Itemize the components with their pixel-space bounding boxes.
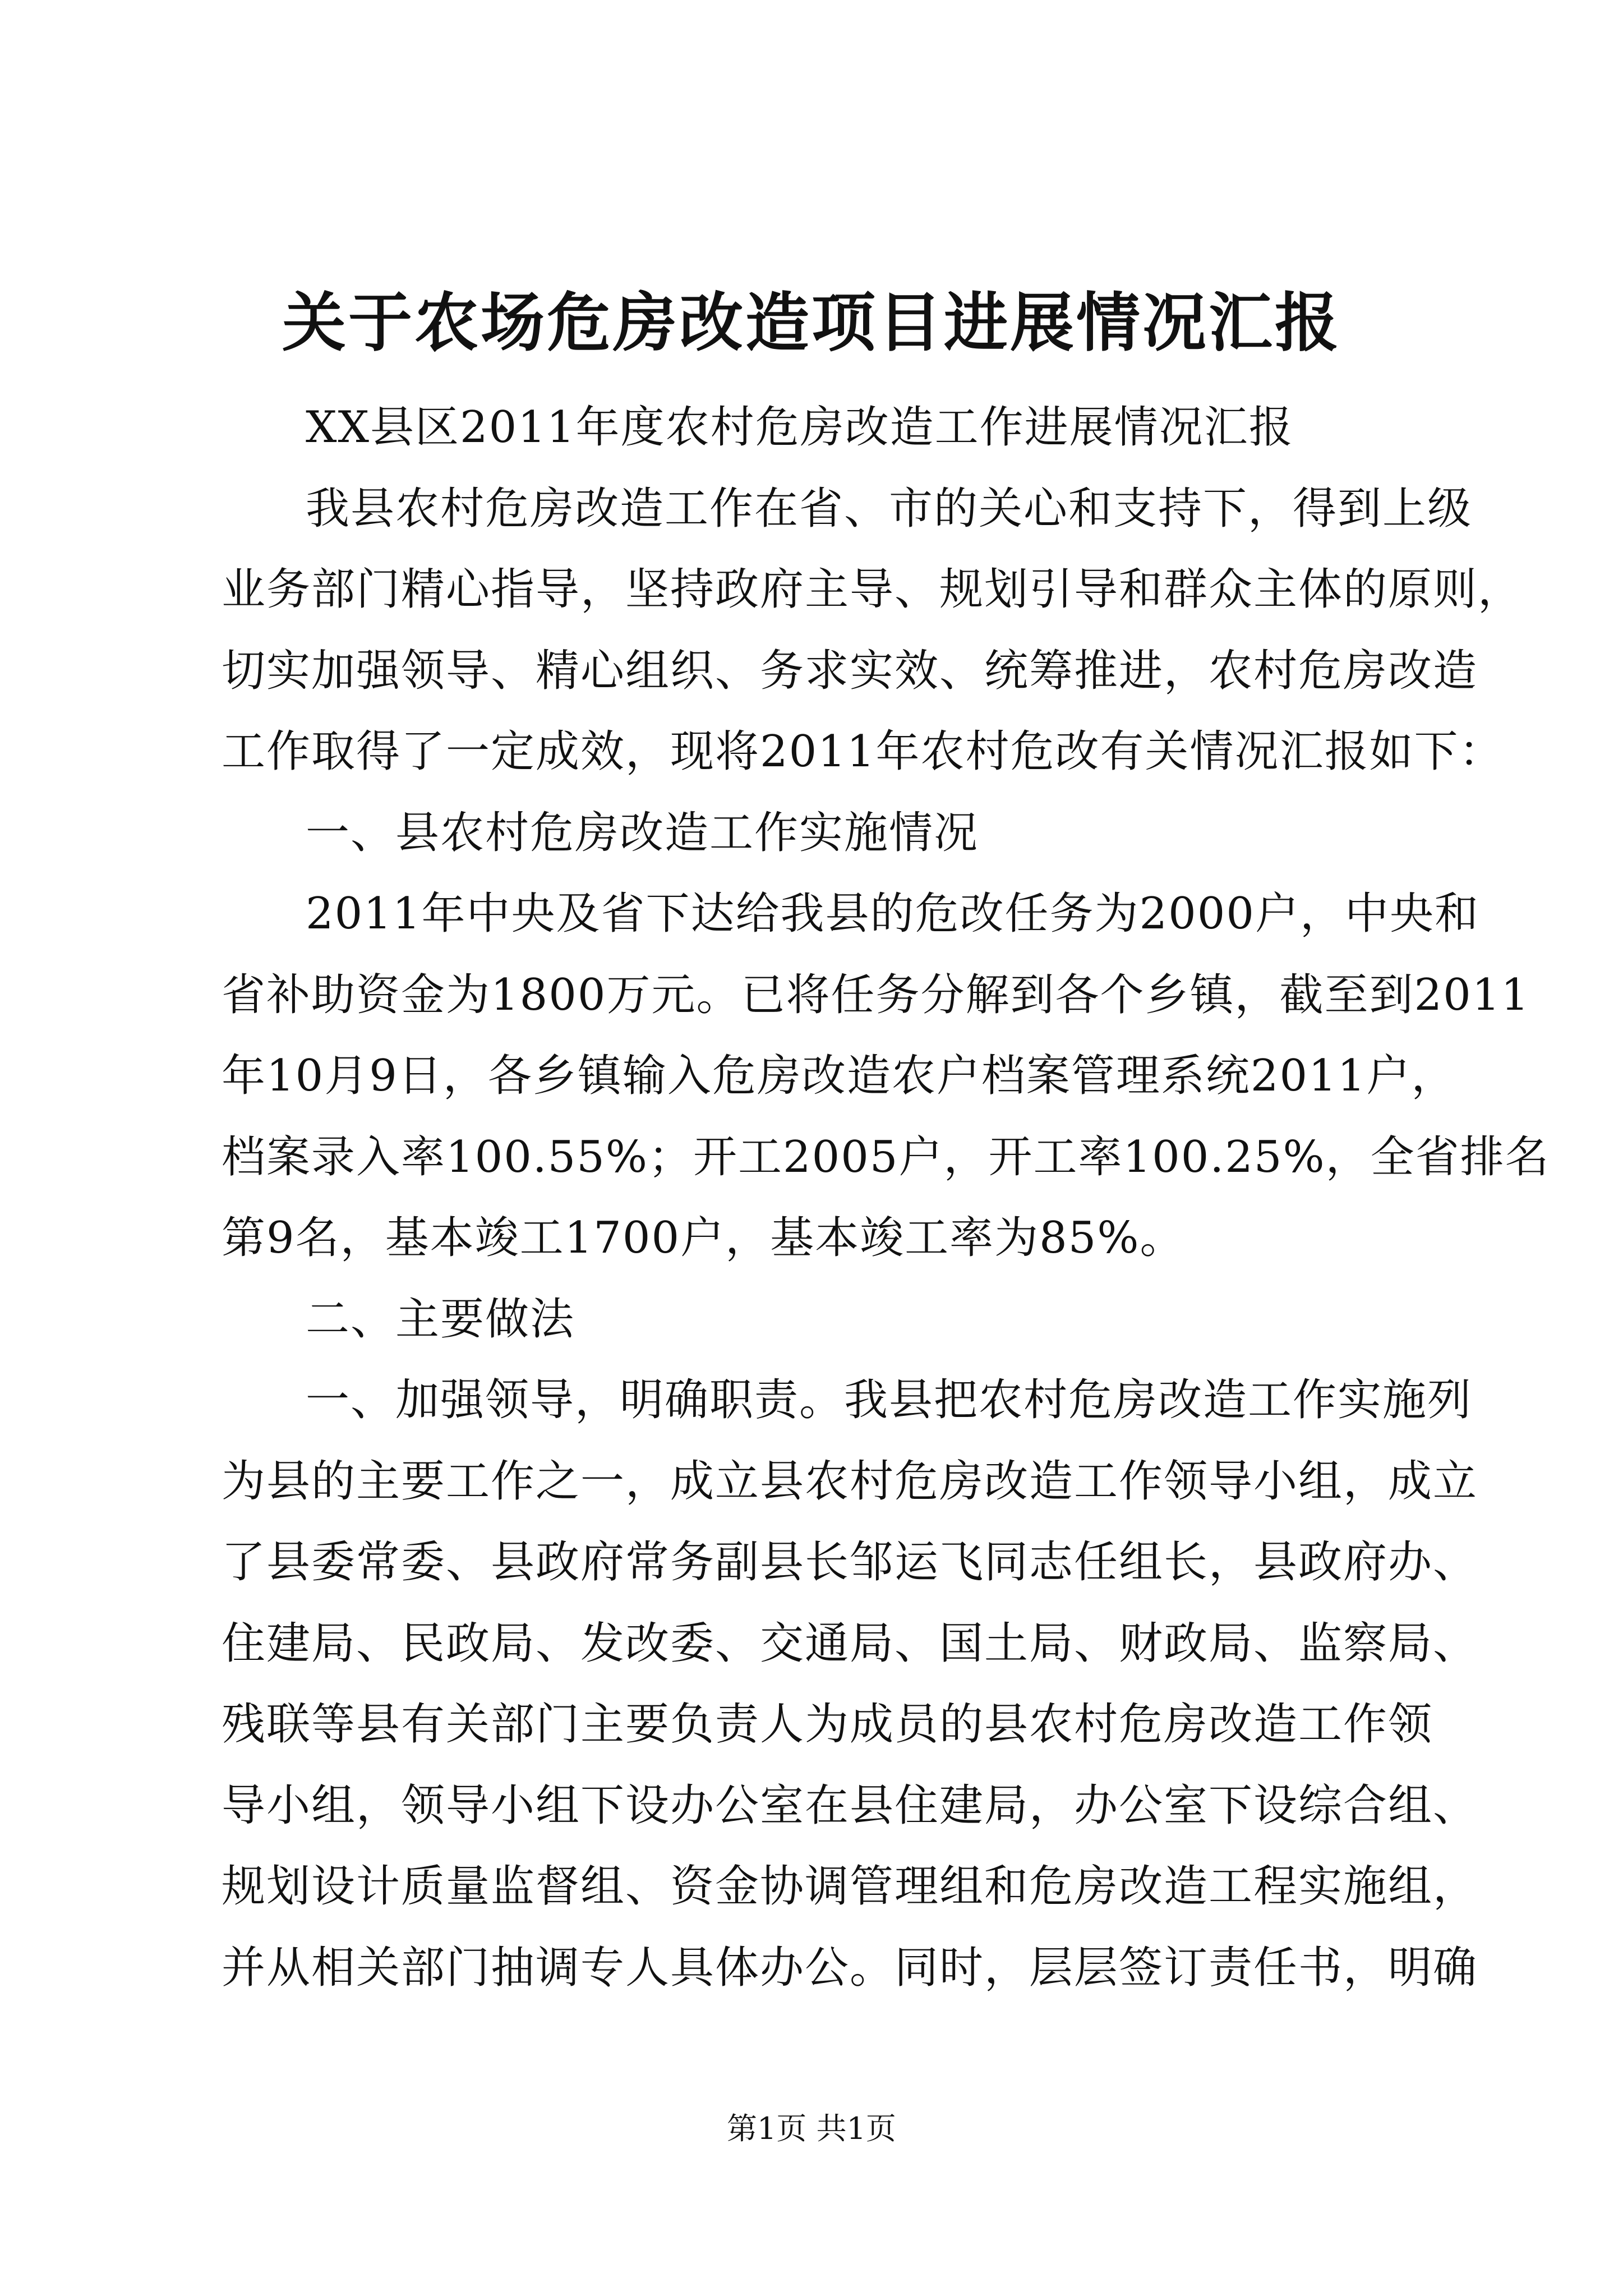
body-line: 档案录入率100.55%；开工2005户，开工率100.25%，全省排名 — [222, 1131, 1550, 1182]
body-line: 残联等县有关部门主要负责人为成员的县农村危房改造工作领 — [222, 1699, 1433, 1750]
page-footer: 第1页 共1页 — [727, 2111, 896, 2146]
body-line: 我县农村危房改造工作在省、市的关心和支持下，得到上级 — [306, 483, 1473, 534]
body-line: 二、主要做法 — [306, 1294, 575, 1345]
body-line: 为县的主要工作之一，成立县农村危房改造工作领导小组，成立 — [222, 1456, 1478, 1507]
body-line: 规划设计质量监督组、资金协调管理组和危房改造工程实施组， — [222, 1861, 1478, 1912]
body-line: 并从相关部门抽调专人具体办公。同时，层层签订责任书，明确 — [222, 1942, 1478, 1993]
body-line: 住建局、民政局、发改委、交通局、国土局、财政局、监察局、 — [222, 1618, 1478, 1669]
body-line: 了县委常委、县政府常务副县长邹运飞同志任组长，县政府办、 — [222, 1537, 1478, 1588]
document-body — [222, 387, 1550, 2008]
body-line: 一、加强领导，明确职责。我县把农村危房改造工作实施列 — [306, 1375, 1473, 1425]
body-line: 一、县农村危房改造工作实施情况 — [306, 807, 979, 858]
body-line: 业务部门精心指导，坚持政府主导、规划引导和群众主体的原则， — [222, 564, 1523, 615]
body-line: 年10月9日，各乡镇输入危房改造农户档案管理系统2011户， — [222, 1051, 1456, 1101]
body-line: 省补助资金为1800万元。已将任务分解到各个乡镇，截至到2011 — [222, 969, 1530, 1020]
body-line: 导小组，领导小组下设办公室在县住建局，办公室下设综合组、 — [222, 1780, 1478, 1831]
body-line: 第9名，基本竣工1700户，基本竣工率为85%。 — [222, 1213, 1185, 1263]
body-line: XX县区2011年度农村危房改造工作进展情况汇报 — [306, 402, 1294, 453]
body-line: 2011年中央及省下达给我县的危改任务为2000户，中央和 — [306, 889, 1480, 939]
body-line: 切实加强领导、精心组织、务求实效、统筹推进，农村危房改造 — [222, 645, 1478, 696]
body-line: 工作取得了一定成效，现将2011年农村危改有关情况汇报如下： — [222, 726, 1504, 777]
document-title: 关于农场危房改造项目进展情况汇报 — [282, 285, 1341, 360]
